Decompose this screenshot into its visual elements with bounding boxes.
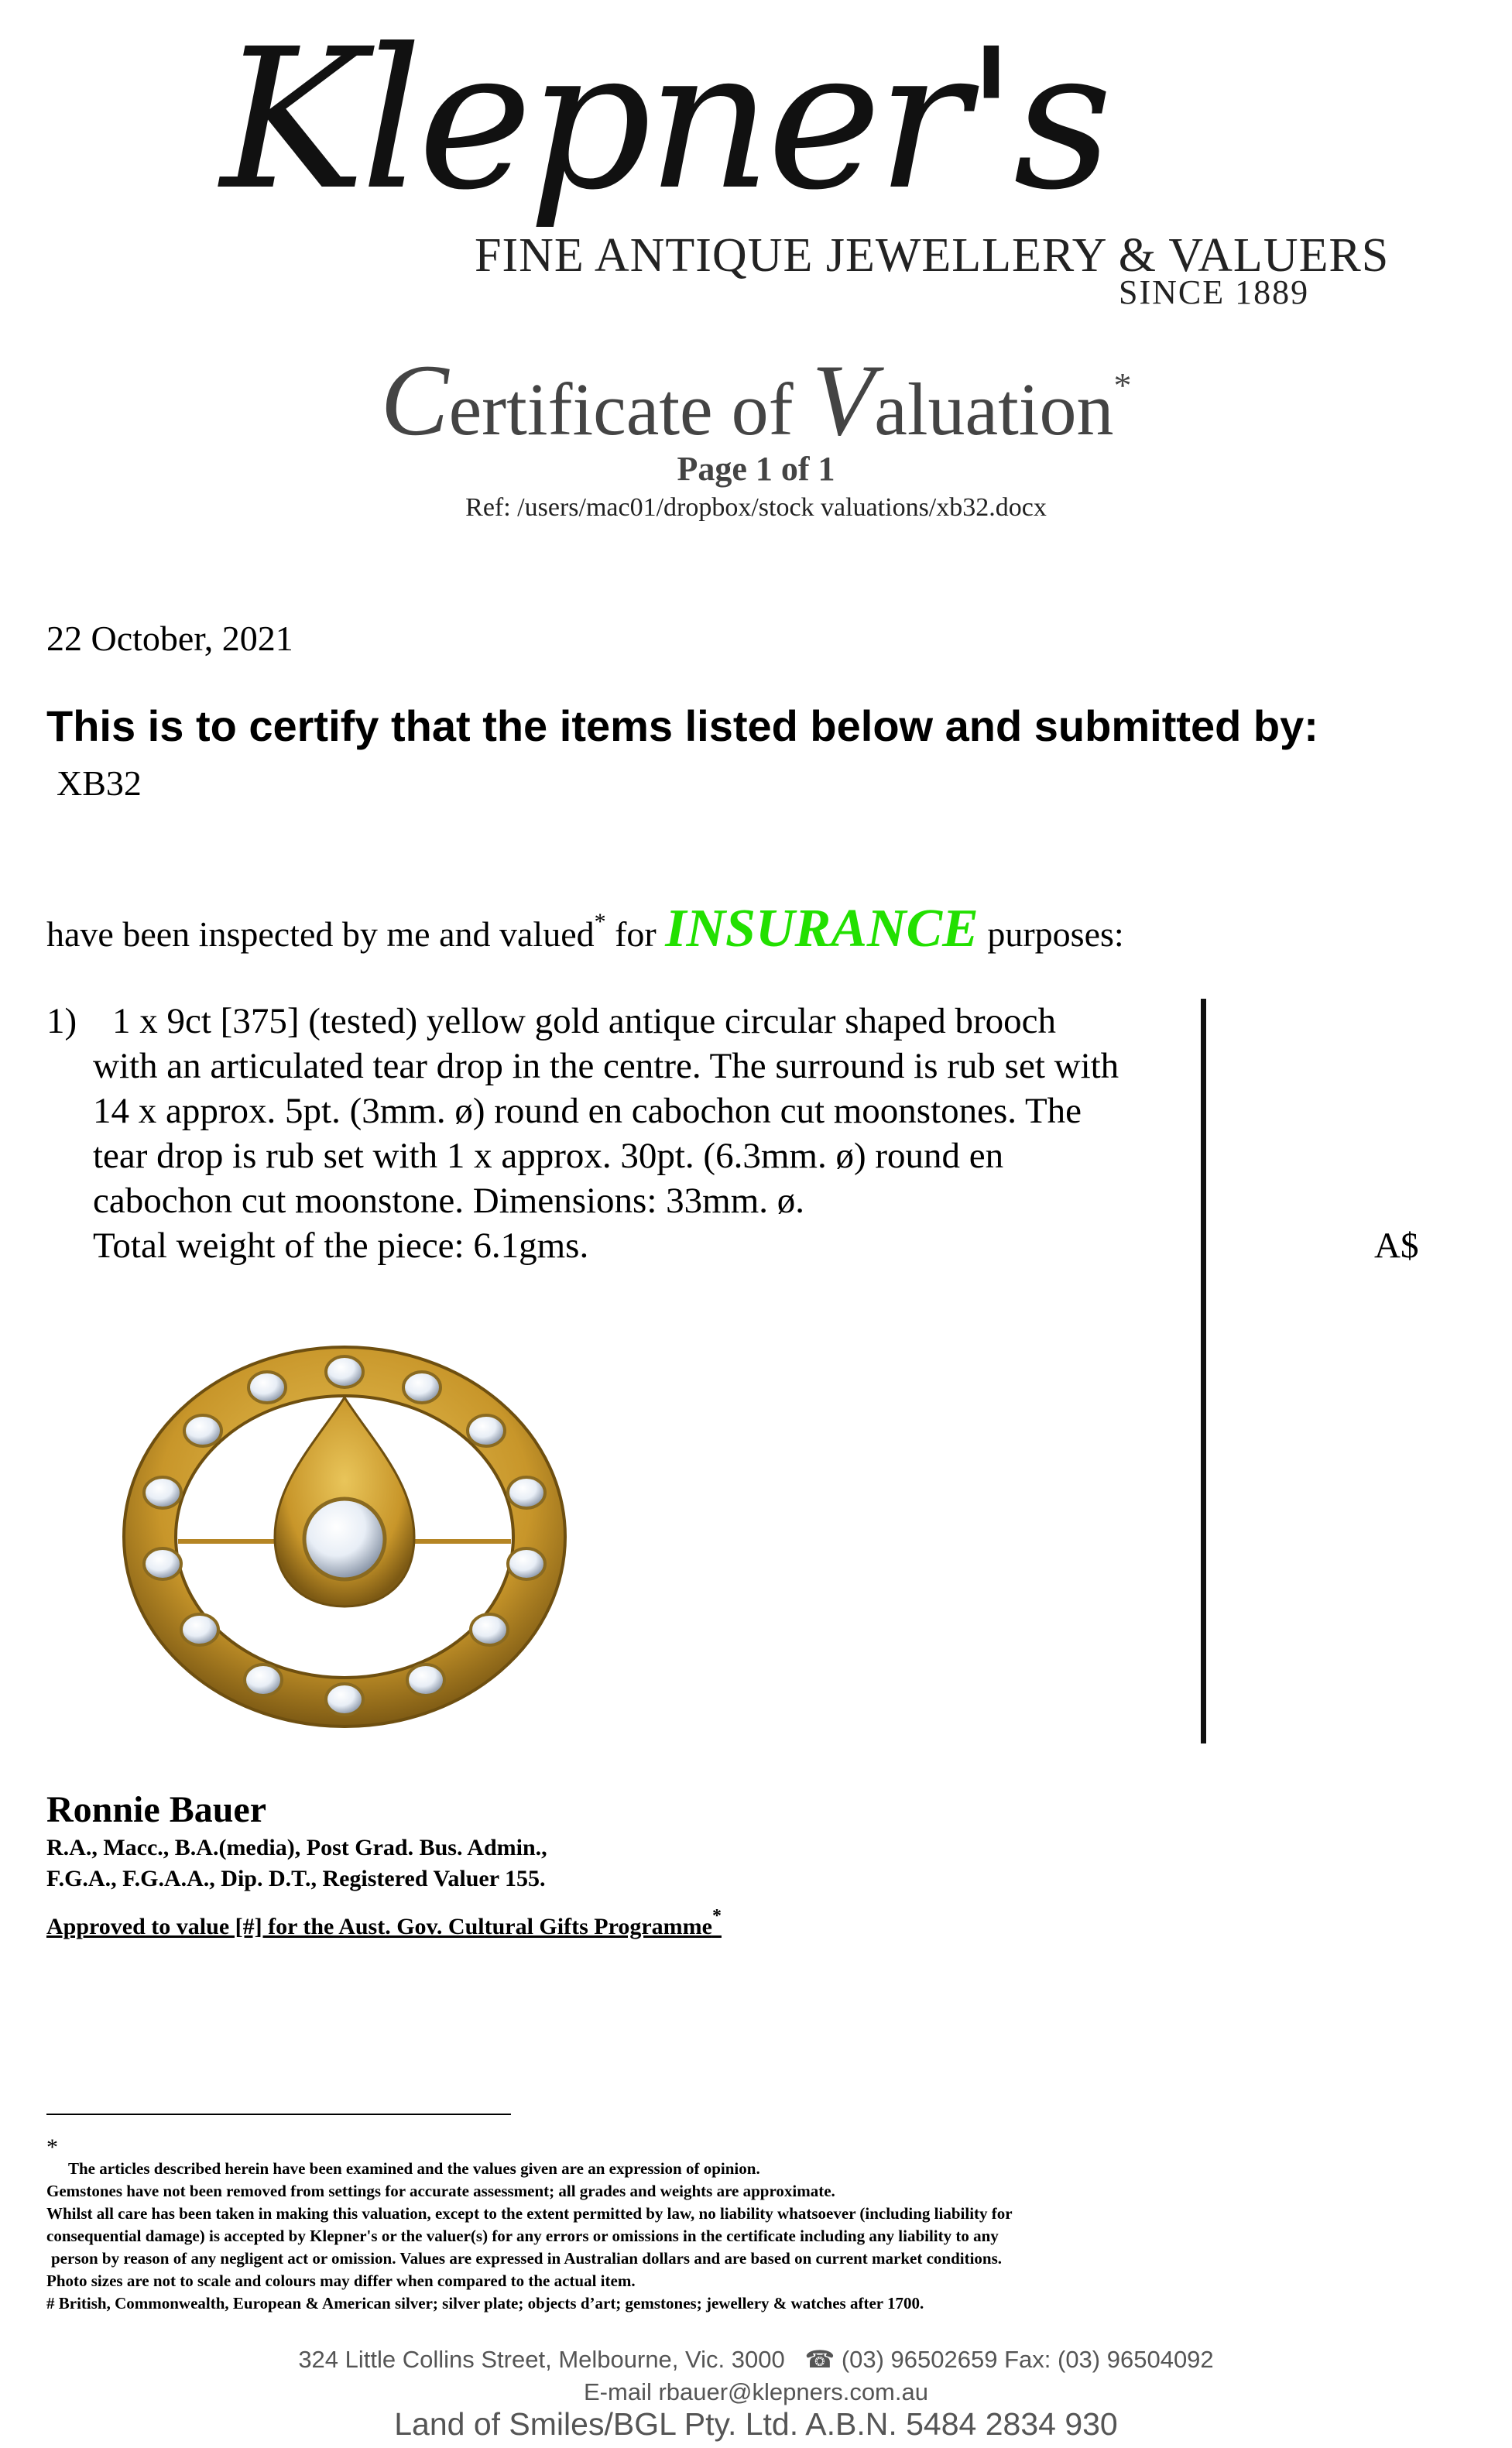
footnote-line: The articles described herein have been examined and the values given are an expression of opinion. xyxy=(68,2159,760,2178)
valuation-purpose: INSURANCE xyxy=(665,899,979,958)
value-column-divider xyxy=(1201,999,1206,1743)
inspection-asterisk: * xyxy=(594,909,606,934)
footnote-line: person by reason of any negligent act or omission. Values are expressed in Australian dollars and are based on current market conditions. xyxy=(51,2249,1003,2268)
certificate-date: 22 October, 2021 xyxy=(46,619,293,658)
valuer-qualifications-1: R.A., Macc., B.A.(media), Post Grad. Bus. Admin., xyxy=(46,1835,547,1860)
certificate-title xyxy=(0,341,1512,459)
footnote-line: Gemstones have not been removed from settings for accurate assessment; all grades and weights are approximate. xyxy=(46,2182,835,2200)
footer-address-line xyxy=(0,2346,1512,2374)
inspection-purposes: purposes: xyxy=(978,914,1124,954)
title-part-1: ertificate of xyxy=(448,368,812,451)
approval-text: Approved to value [#] for the Aust. Gov. Cultural Gifts Programme xyxy=(46,1914,712,1939)
footnote-line: Photo sizes are not to scale and colours may differ when compared to the actual item. xyxy=(46,2271,636,2290)
footnote-line: consequential damage) is accepted by Klepner's or the valuer(s) for any errors or omissions in the certificate including any liability to any xyxy=(46,2227,999,2245)
title-part-2: aluation xyxy=(874,368,1114,451)
valuer-name: Ronnie Bauer xyxy=(46,1789,267,1830)
currency-label: A$ xyxy=(1374,1226,1419,1266)
company-logo xyxy=(213,0,1390,333)
page-number: Page 1 of 1 xyxy=(677,450,835,488)
footer-phones: (03) 96502659 Fax: (03) 96504092 xyxy=(841,2346,1214,2373)
title-initial-c: C xyxy=(380,343,449,457)
footer-email: E-mail rbauer@klepners.com.au xyxy=(584,2378,928,2405)
footer-address: 324 Little Collins Street, Melbourne, Vic. 3000 xyxy=(298,2346,785,2373)
inspection-text: have been inspected by me and valued xyxy=(46,914,595,954)
item-details: with an articulated tear drop in the centre. The surround is rub set with 14 x approx. 5pt. (3mm. ø) round en cabochon cut moonstones. The tear drop is rub set with 1 x approx. 30pt. (6.3mm. ø) round en cabochon cut moonstone. Dimensions: 33mm. ø. Total weight of the piece: 6.1gms. xyxy=(93,1046,1119,1266)
footer-company: Land of Smiles/BGL Pty. Ltd. A.B.N. 5484 2834 930 xyxy=(394,2406,1118,2442)
telephone-icon: ☎ xyxy=(804,2346,835,2373)
brooch-illustration xyxy=(116,1339,573,1734)
item-first-line: 1 x 9ct [375] (tested) yellow gold antique circular shaped brooch xyxy=(112,1001,1056,1041)
footnote-asterisk: * xyxy=(46,2134,58,2160)
approval-asterisk: * xyxy=(711,1906,722,1926)
title-initial-v: V xyxy=(811,343,875,457)
submitter-id: XB32 xyxy=(57,763,142,803)
reference-path: Ref: /users/mac01/dropbox/stock valuations/xb32.docx xyxy=(465,493,1047,522)
item-number: 1) xyxy=(46,1001,77,1041)
certify-heading: This is to certify that the items listed below and submitted by: xyxy=(46,701,1318,750)
valuer-qualifications-2: F.G.A., F.G.A.A., Dip. D.T., Registered Valuer 155. xyxy=(46,1866,546,1891)
logo-tagline: FINE ANTIQUE JEWELLERY & VALUERS xyxy=(475,229,1390,282)
footnote-line: # British, Commonwealth, European & American silver; silver plate; objects d’art; gemstones; jewellery & watches after 1700. xyxy=(46,2294,924,2313)
logo-script-name: Klepner's xyxy=(221,7,1109,232)
logo-since: SINCE 1889 xyxy=(1119,273,1310,311)
footnote-line: Whilst all care has been taken in making this valuation, except to the extent permitted by law, no liability whatsoever (including liability for xyxy=(46,2204,1013,2223)
inspection-for: for xyxy=(605,914,666,954)
title-asterisk: * xyxy=(1113,365,1132,405)
footnote-disclaimer xyxy=(46,2158,1254,2315)
footnote-divider xyxy=(46,2114,511,2115)
inspection-statement xyxy=(46,898,1124,960)
brooch-photo xyxy=(116,1339,573,1734)
approval-statement xyxy=(46,1906,722,1940)
